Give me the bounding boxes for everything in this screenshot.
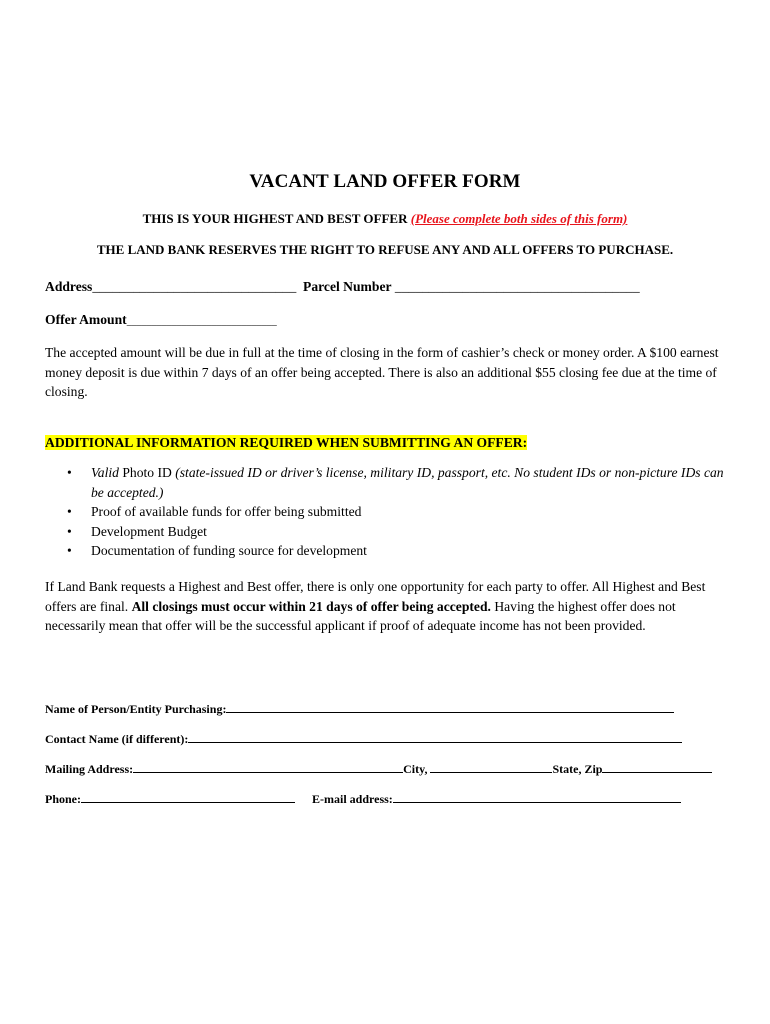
list-item [45,502,725,522]
mailing-address-row [45,760,712,777]
city-label: City, [403,762,431,776]
contact-name-field[interactable] [188,730,682,743]
photo-id-text: Photo ID [118,465,176,480]
city-field[interactable] [430,760,552,773]
contact-name-row [45,730,682,747]
phone-email-row [45,790,681,807]
purchaser-name-field[interactable] [226,700,674,713]
mailing-address-field[interactable] [133,760,403,773]
bullet-icon: • [67,504,72,519]
proof-of-funds-text: Proof of available funds for offer being submitted [91,504,362,519]
final-paragraph-part1: If Land Bank requests a Highest and Best offer, there is only one opportunity for each party to offer. All Highest and Best offers are final. [45,579,706,614]
parcel-number-label: Parcel Number [303,279,392,294]
both-sides-note: (Please complete both sides of this form) [410,211,628,226]
parcel-number-field[interactable]: ____________________________________ [394,279,640,294]
list-item [45,522,725,542]
final-paragraph-part2: Having the highest offer does not necessarily mean that offer will be the successful applicant if proof of adequate income has not been provided. [45,598,676,633]
email-label: E-mail address: [312,792,393,806]
contact-name-label: Contact Name (if different): [45,732,189,746]
list-item [45,463,725,502]
final-paragraph [45,577,730,636]
reserve-notice: THE LAND BANK RESERVES THE RIGHT TO REFUSE ANY AND ALL OFFERS TO PURCHASE. [96,242,674,257]
requirements-list [45,463,725,561]
requirements-heading-line [45,433,730,453]
bullet-icon: • [67,465,72,480]
valid-word: Valid [91,465,119,480]
purchaser-name-label: Name of Person/Entity Purchasing: [45,702,227,716]
phone-field[interactable] [81,790,295,803]
mailing-address-label: Mailing Address: [45,762,134,776]
bullet-icon: • [67,543,72,558]
form-title: VACANT LAND OFFER FORM [249,171,521,192]
bullet-icon: • [67,523,72,539]
list-item [45,541,725,561]
address-label: Address [45,279,93,294]
closing-deadline-text: All closings must occur within 21 days of offer being accepted. [131,598,491,614]
state-zip-field[interactable] [602,760,712,773]
requirements-heading: ADDITIONAL INFORMATION REQUIRED WHEN SUBMITTING AN OFFER: [45,435,528,450]
offer-amount-field[interactable]: ______________________________ [126,316,277,327]
offer-amount-row [45,312,277,328]
highest-offer-line [0,211,770,227]
purchaser-name-row [45,700,674,717]
highest-offer-text: THIS IS YOUR HIGHEST AND BEST OFFER [142,211,411,226]
email-field[interactable] [393,790,681,803]
development-budget-text: Development Budget [91,523,207,539]
offer-amount-label: Offer Amount [45,312,127,327]
phone-label: Phone: [45,792,81,806]
state-zip-label: State, Zip [552,762,603,776]
address-field[interactable]: ______________________________ [92,279,297,294]
funding-source-text: Documentation of funding source for development [91,543,367,558]
address-row [45,279,640,295]
photo-id-detail: (state-issued ID or driver’s license, military ID, passport, etc. No student IDs or non-picture IDs can be accepted.) [91,465,724,500]
payment-paragraph: The accepted amount will be due in full at the time of closing in the form of cashier’s check or money order. A $100 earnest money deposit is due within 7 days of an offer being accepted. There is also an additional $55 closing fee due at the time of closing. [45,345,719,399]
